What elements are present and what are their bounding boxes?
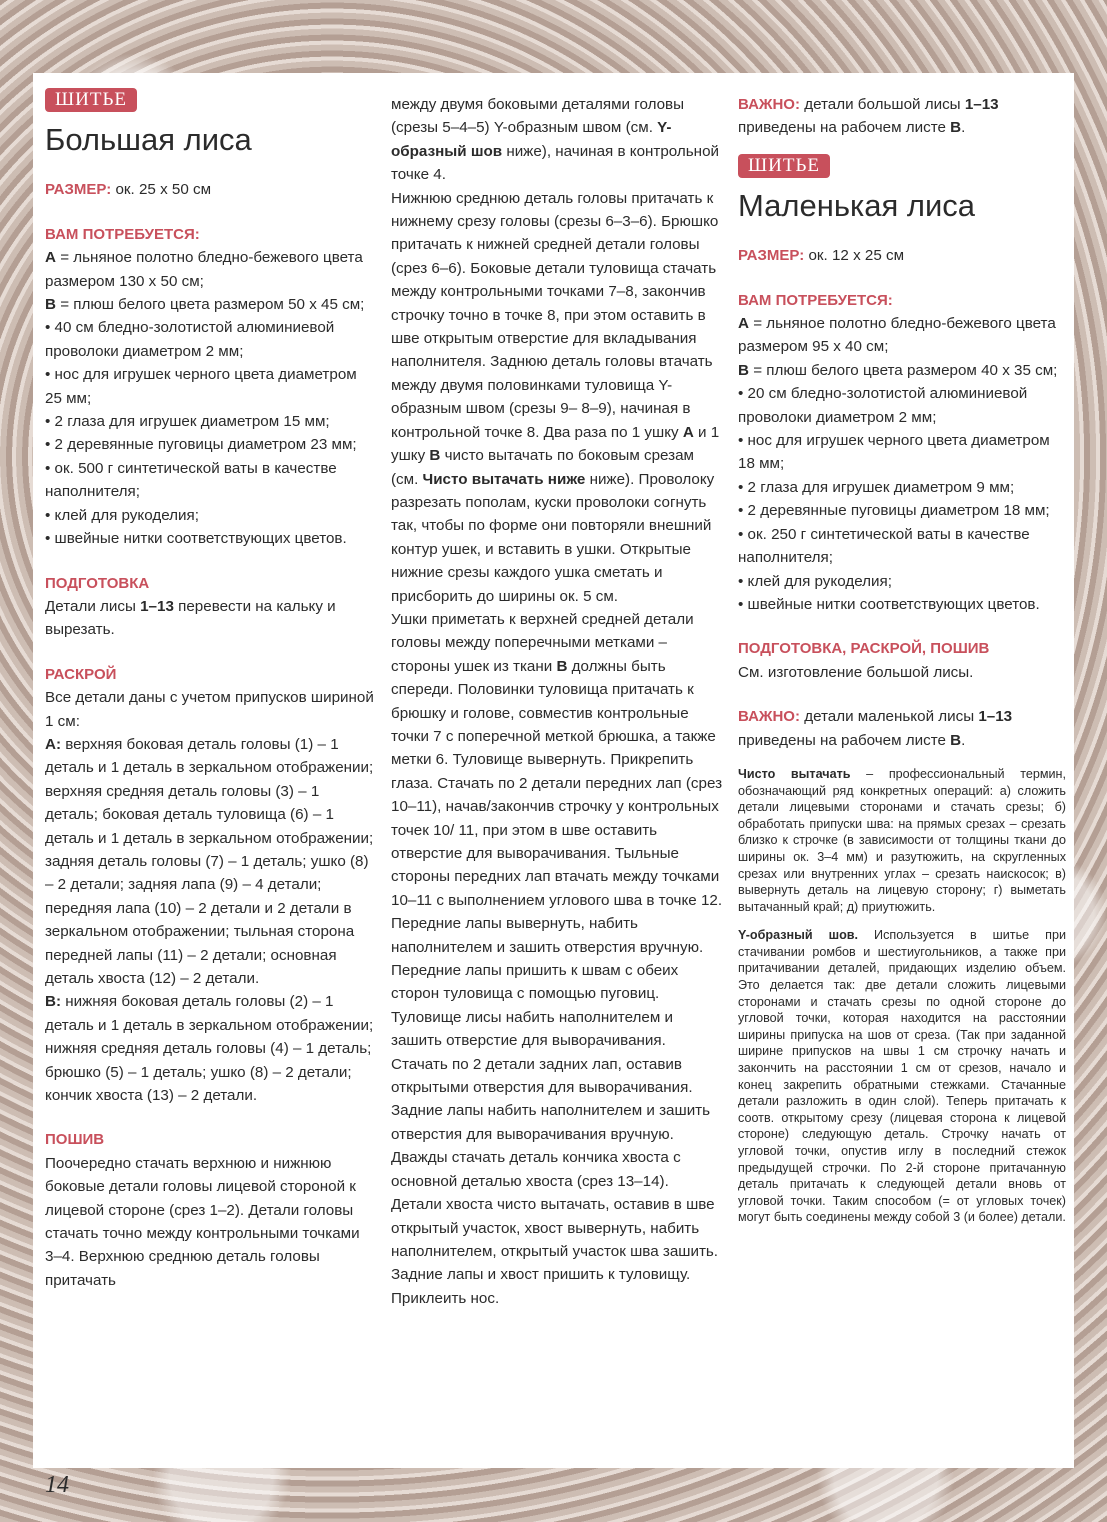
list-item: • 40 см бледно-золотистой алюминиевой проволоки диаметром 2 мм; <box>45 319 335 360</box>
list-item: • швейные нитки соответствующих цветов. <box>45 530 347 548</box>
page-panel <box>33 73 1074 1468</box>
section-tag: ШИТЬЕ <box>738 154 830 178</box>
prep-text: См. изготовление большой лисы. <box>738 663 974 681</box>
list-item: • клей для рукоделия; <box>45 506 199 524</box>
section-title: Маленькая лиса <box>738 188 976 224</box>
note-y-seam: Y-образный шов. Используется в шитье при стачивании ромбов и шестиугольников, а также при притачивании деталей, придающих изделию объем. Это делается так: две детали сложить лицевыми сторонами и стачать срезы по одной стороне до угловой точки, которая находится на расстоянии ширины припуска на шов от среза. (Так при заданной ширине припусков на швы 1 см строчку начать и закончить на расстоянии 1 см от срезов, начало и конец закрепить обратными стежками. Стачанные детали разложить в один слой). Теперь притачать к соотв. открытому срезу (лицевая сторона к лицевой стороне) следующую деталь. Строчку начать от угловой точки, опустив иглу в последний стежок предыдущей строчки. По 2-й стороне притачанную деталь притачать к следующей детали вновь от угловой точки. Таким способом (= от угловых точек) могут быть соединены между собой 3 (и более) детали. <box>738 928 1066 1225</box>
column-3 <box>738 93 1066 1226</box>
need-b: В = плюш белого цвета размером 40 х 35 см; <box>738 361 1058 379</box>
list-item: • ок. 250 г синтетической ваты в качестве наполнителя; <box>738 525 1030 567</box>
sew-paragraph-2: Нижнюю среднюю деталь головы притачать к нижнему срезу головы (срезы 6–3–6). Брюшко притачать к нижней средней детали головы (срез 6–6). Боковые детали туловища стачать между контрольными точками 7–8, закончив строчку точно в точке 8, при этом оставить в шве открытым отверстие для вкладывания наполнителя. Заднюю деталь головы втачать между двумя половинками туловища Y-образным швом (срезы 9– 8–9), начиная в контрольной точке 8. Два раза по 1 ушку А и 1 ушку В чисто вытачать по боковым срезам (см. Чисто вытачать ниже ниже). Проволоку разрезать пополам, куски проволоки согнуть так, чтобы по форме они повторяли внешний контур ушек, и вставить в ушки. Открытые нижние срезы каждого ушка сметать и присборить до ширины ок. 5 см. <box>391 189 720 605</box>
list-item: • швейные нитки соответствующих цветов. <box>738 595 1040 613</box>
list-item: • 2 деревянные пуговицы диаметром 18 мм; <box>738 502 1050 520</box>
prep-heading: ПОДГОТОВКА, РАСКРОЙ, ПОШИВ <box>738 640 990 658</box>
important-2: ВАЖНО: детали маленькой лисы 1–13 приведены на рабочем листе В. <box>738 708 1013 749</box>
needs-heading: ВАМ ПОТРЕБУЕТСЯ: <box>45 225 200 243</box>
list-item: • 2 глаза для игрушек диаметром 9 мм; <box>738 478 1015 496</box>
note-chisto-vytachat: Чисто вытачать – профессиональный термин, обозначающий ряд конкретных операций: а) сложить детали лицевыми сторонами и стачать срезы; б) обработать припуски шва: на прямых срезах – срезать близко к строчке (в зависимости от толщины ткани до ширины ок. 3–4 мм) и разутюжить, на скругленных срезах или внутренних углах – срезать наискосок; в) вывернуть деталь на лицевую сторону; г) выметать вытачанный край; д) приутюжить. <box>738 766 1066 914</box>
list-item: • ок. 500 г синтетической ваты в качестве наполнителя; <box>45 459 337 501</box>
need-a: А = льняное полотно бледно-бежевого цвета размером 95 х 40 см; <box>738 315 1056 356</box>
size-line: РАЗМЕР: ок. 25 х 50 см <box>45 181 212 199</box>
needs-heading: ВАМ ПОТРЕБУЕТСЯ: <box>738 291 893 309</box>
important-1: ВАЖНО: детали большой лисы 1–13 приведены на рабочем листе В. <box>738 96 999 137</box>
cut-a: А: верхняя боковая деталь головы (1) – 1 деталь и 1 деталь в зеркальном отображении; верхняя средняя деталь головы (3) – 1 деталь; боковая деталь туловища (6) – 1 деталь и 1 деталь в зеркальном отображении; задняя деталь головы (7) – 1 деталь; ушко (8) – 2 детали; задняя лапа (9) – 4 детали; передняя лапа (10) – 2 детали и 2 детали в зеркальном отображении; тыльная сторона передней лапы (11) – 2 детали; основная деталь хвоста (12) – 2 детали. <box>45 735 374 987</box>
prep-text: Детали лисы 1–13 перевести на кальку и вырезать. <box>45 597 336 639</box>
prep-heading: ПОДГОТОВКА <box>45 574 150 592</box>
page-number: 14 <box>45 1472 69 1498</box>
sew-paragraph-3: Ушки приметать к верхней средней детали головы между поперечными метками – стороны ушек из ткани В должны быть спереди. Половинки туловища притачать к брюшку и голове, совместив контрольные точки 7 с поперечной меткой брюшка, а также метки 6. Туловище вывернуть. Прикрепить глаза. Стачать по 2 детали передних лап (срез 10–11), начав/закончив строчку у контрольных точек 10/ 11, при этом в шве оставить отверстие для выворачивания. Тыльные стороны передних лап втачать между точками 10–11 с выполнением углового шва в точке 12. Передние лапы вывернуть, набить наполнителем и зашить отверстия вручную. Передние лапы пришить к швам с обеих сторон туловища с помощью пуговиц. Туловище лисы набить наполнителем и зашить отверстие для выворачивания. Стачать по 2 детали задних лап, оставив открытыми отверстия для выворачивания. Задние лапы набить наполнителем и зашить отверстия для выворачивания вручную. Дважды стачать деталь кончика хвоста с основной деталью хвоста (срез 13–14). Детали хвоста чисто вытачать, оставив в шве открытый участок, хвост вывернуть, набить наполнителем, открытый участок шва зашить. Задние лапы и хвост пришить к туловищу. Приклеить нос. <box>391 610 723 1307</box>
sew-heading: ПОШИВ <box>45 1131 105 1149</box>
need-b: В = плюш белого цвета размером 50 х 45 см; <box>45 296 365 314</box>
sew-paragraph-1: между двумя боковыми деталями головы (срезы 5–4–5) Y-образным швом (см. Y-образный шов ниже), начиная в контрольной точке 4. <box>391 96 720 184</box>
section-tag: ШИТЬЕ <box>45 88 137 112</box>
column-2 <box>391 93 723 1310</box>
list-item: • клей для рукоделия; <box>738 572 892 590</box>
size-line: РАЗМЕР: ок. 12 х 25 см <box>738 247 905 265</box>
column-1 <box>45 88 375 1292</box>
cut-heading: РАСКРОЙ <box>45 665 117 683</box>
needs-list <box>45 316 375 550</box>
sew-text: Поочередно стачать верхнюю и нижнюю боковые детали головы лицевой стороной к лицевой стороне (срез 1–2). Детали головы стачать точно между контрольными точками 3–4. Верхнюю среднюю деталь головы притачать <box>45 1154 360 1289</box>
cut-b: В: нижняя боковая деталь головы (2) – 1 деталь и 1 деталь в зеркальном отображении; нижняя средняя деталь головы (4) – 1 деталь; брюшко (5) – 1 деталь; ушко (8) – 2 детали; кончик хвоста (13) – 2 детали. <box>45 993 374 1105</box>
cut-intro: Все детали даны с учетом припусков шириной 1 см: <box>45 689 374 730</box>
list-item: • 2 глаза для игрушек диаметром 15 мм; <box>45 413 330 431</box>
list-item: • 20 см бледно-золотистой алюминиевой проволоки диаметром 2 мм; <box>738 385 1028 426</box>
list-item: • 2 деревянные пуговицы диаметром 23 мм; <box>45 436 357 454</box>
needs-list <box>738 382 1066 616</box>
need-a: А = льняное полотно бледно-бежевого цвета размером 130 х 50 см; <box>45 249 363 290</box>
list-item: • нос для игрушек черного цвета диаметром 18 мм; <box>738 432 1050 473</box>
page-title: Большая лиса <box>45 122 252 158</box>
list-item: • нос для игрушек черного цвета диаметром 25 мм; <box>45 366 357 407</box>
